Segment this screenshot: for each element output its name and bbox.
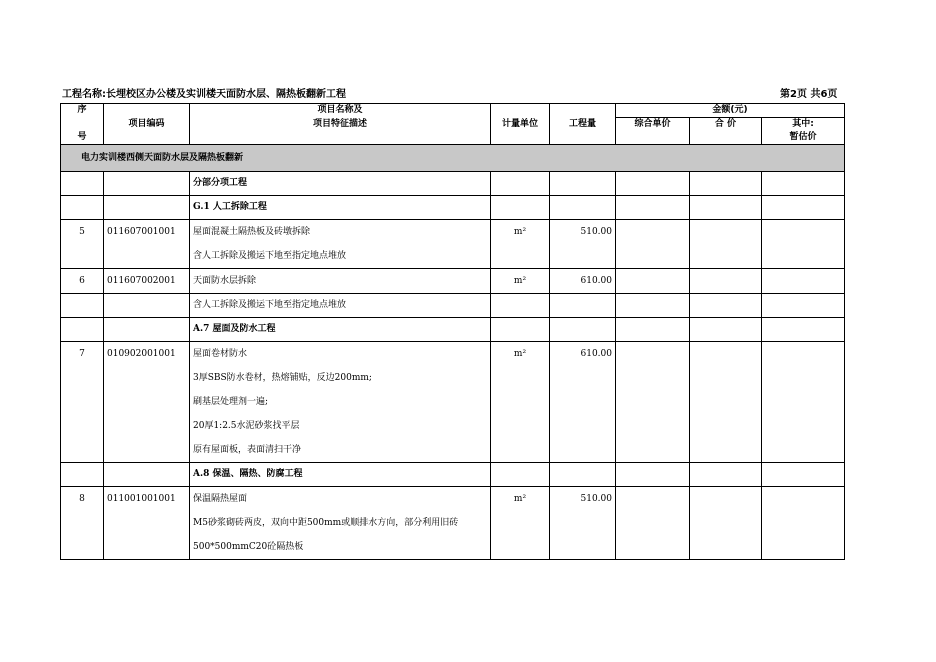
header-row-2 — [61, 118, 845, 131]
provisional-header-line2: 暂估价 — [762, 131, 845, 145]
table-row — [61, 391, 845, 415]
item-unit: m² — [491, 220, 550, 245]
item-qty: 610.00 — [550, 342, 616, 367]
item-name: 屋面混凝土隔热板及砖墩拆除 — [190, 220, 491, 245]
item-description: M5砂浆砌砖两皮，双向中距500mm或顺排水方向，部分利用旧砖 — [190, 512, 491, 536]
table-row — [61, 415, 845, 439]
table-row — [61, 196, 845, 220]
item-seq: 8 — [61, 487, 104, 512]
qty-header — [550, 104, 616, 118]
item-code: 011001001001 — [104, 487, 190, 512]
item-description: 500*500mmC20砼隔热板 — [190, 536, 491, 560]
table-row — [61, 294, 845, 318]
item-description: 20厚1:2.5水泥砂浆找平层 — [190, 415, 491, 439]
header-row-3 — [61, 131, 845, 145]
item-unit: m² — [491, 487, 550, 512]
item-code: 011607001001 — [104, 220, 190, 245]
table-row — [61, 487, 845, 512]
item-qty: 610.00 — [550, 269, 616, 294]
category-label: A.7 屋面及防水工程 — [190, 318, 491, 342]
item-description: 含人工拆除及搬运下地至指定地点堆放 — [190, 245, 491, 269]
provisional-header: 其中: — [762, 118, 845, 131]
item-qty: 510.00 — [550, 220, 616, 245]
item-seq: 6 — [61, 269, 104, 294]
code-header-label: 项目编码 — [104, 118, 190, 131]
table-row — [61, 536, 845, 560]
item-code: 011607002001 — [104, 269, 190, 294]
table-row — [61, 318, 845, 342]
item-seq: 7 — [61, 342, 104, 367]
item-description: 刷基层处理剂一遍; — [190, 391, 491, 415]
bill-of-quantities-table — [60, 103, 845, 560]
item-unit: m² — [491, 342, 550, 367]
item-unit: m² — [491, 269, 550, 294]
section-title: 电力实训楼西侧天面防水层及隔热板翻新 — [61, 145, 845, 172]
page-info: 第2页 共6页 — [780, 89, 838, 100]
table-row — [61, 172, 845, 196]
table-row — [61, 512, 845, 536]
table-row — [61, 439, 845, 463]
code-header — [104, 104, 190, 118]
table-row — [61, 269, 845, 294]
name-header: 项目名称及 — [190, 104, 491, 118]
header-row-1 — [61, 104, 845, 118]
seq-header-bottom: 号 — [61, 131, 104, 145]
unit-price-header: 综合单价 — [616, 118, 690, 131]
unit-header — [491, 104, 550, 118]
item-qty: 510.00 — [550, 487, 616, 512]
table-row — [61, 245, 845, 269]
section-row — [61, 145, 845, 172]
table-row — [61, 342, 845, 367]
amount-group-header: 金额(元) — [616, 104, 845, 118]
category-label: G.1 人工拆除工程 — [190, 196, 491, 220]
qty-header-label: 工程量 — [550, 118, 616, 131]
table-row — [61, 220, 845, 245]
name-header-label: 项目特征描述 — [190, 118, 491, 131]
item-description: 原有屋面板，表面清扫干净 — [190, 439, 491, 463]
seq-header: 序 — [61, 104, 104, 118]
item-description: 含人工拆除及搬运下地至指定地点堆放 — [190, 294, 491, 318]
project-title: 工程名称:长埋校区办公楼及实训楼天面防水层、隔热板翻新工程 — [62, 89, 346, 100]
table-row — [61, 463, 845, 487]
total-header: 合 价 — [690, 118, 762, 131]
item-name: 天面防水层拆除 — [190, 269, 491, 294]
item-name: 屋面卷材防水 — [190, 342, 491, 367]
category-label: A.8 保温、隔热、防腐工程 — [190, 463, 491, 487]
item-seq: 5 — [61, 220, 104, 245]
item-description: 3厚SBS防水卷材，热熔铺贴，反边200mm; — [190, 367, 491, 391]
table-row — [61, 367, 845, 391]
item-name: 保温隔热屋面 — [190, 487, 491, 512]
unit-header-label: 计量单位 — [491, 118, 550, 131]
item-code: 010902001001 — [104, 342, 190, 367]
sub-part-label: 分部分项工程 — [190, 172, 491, 196]
